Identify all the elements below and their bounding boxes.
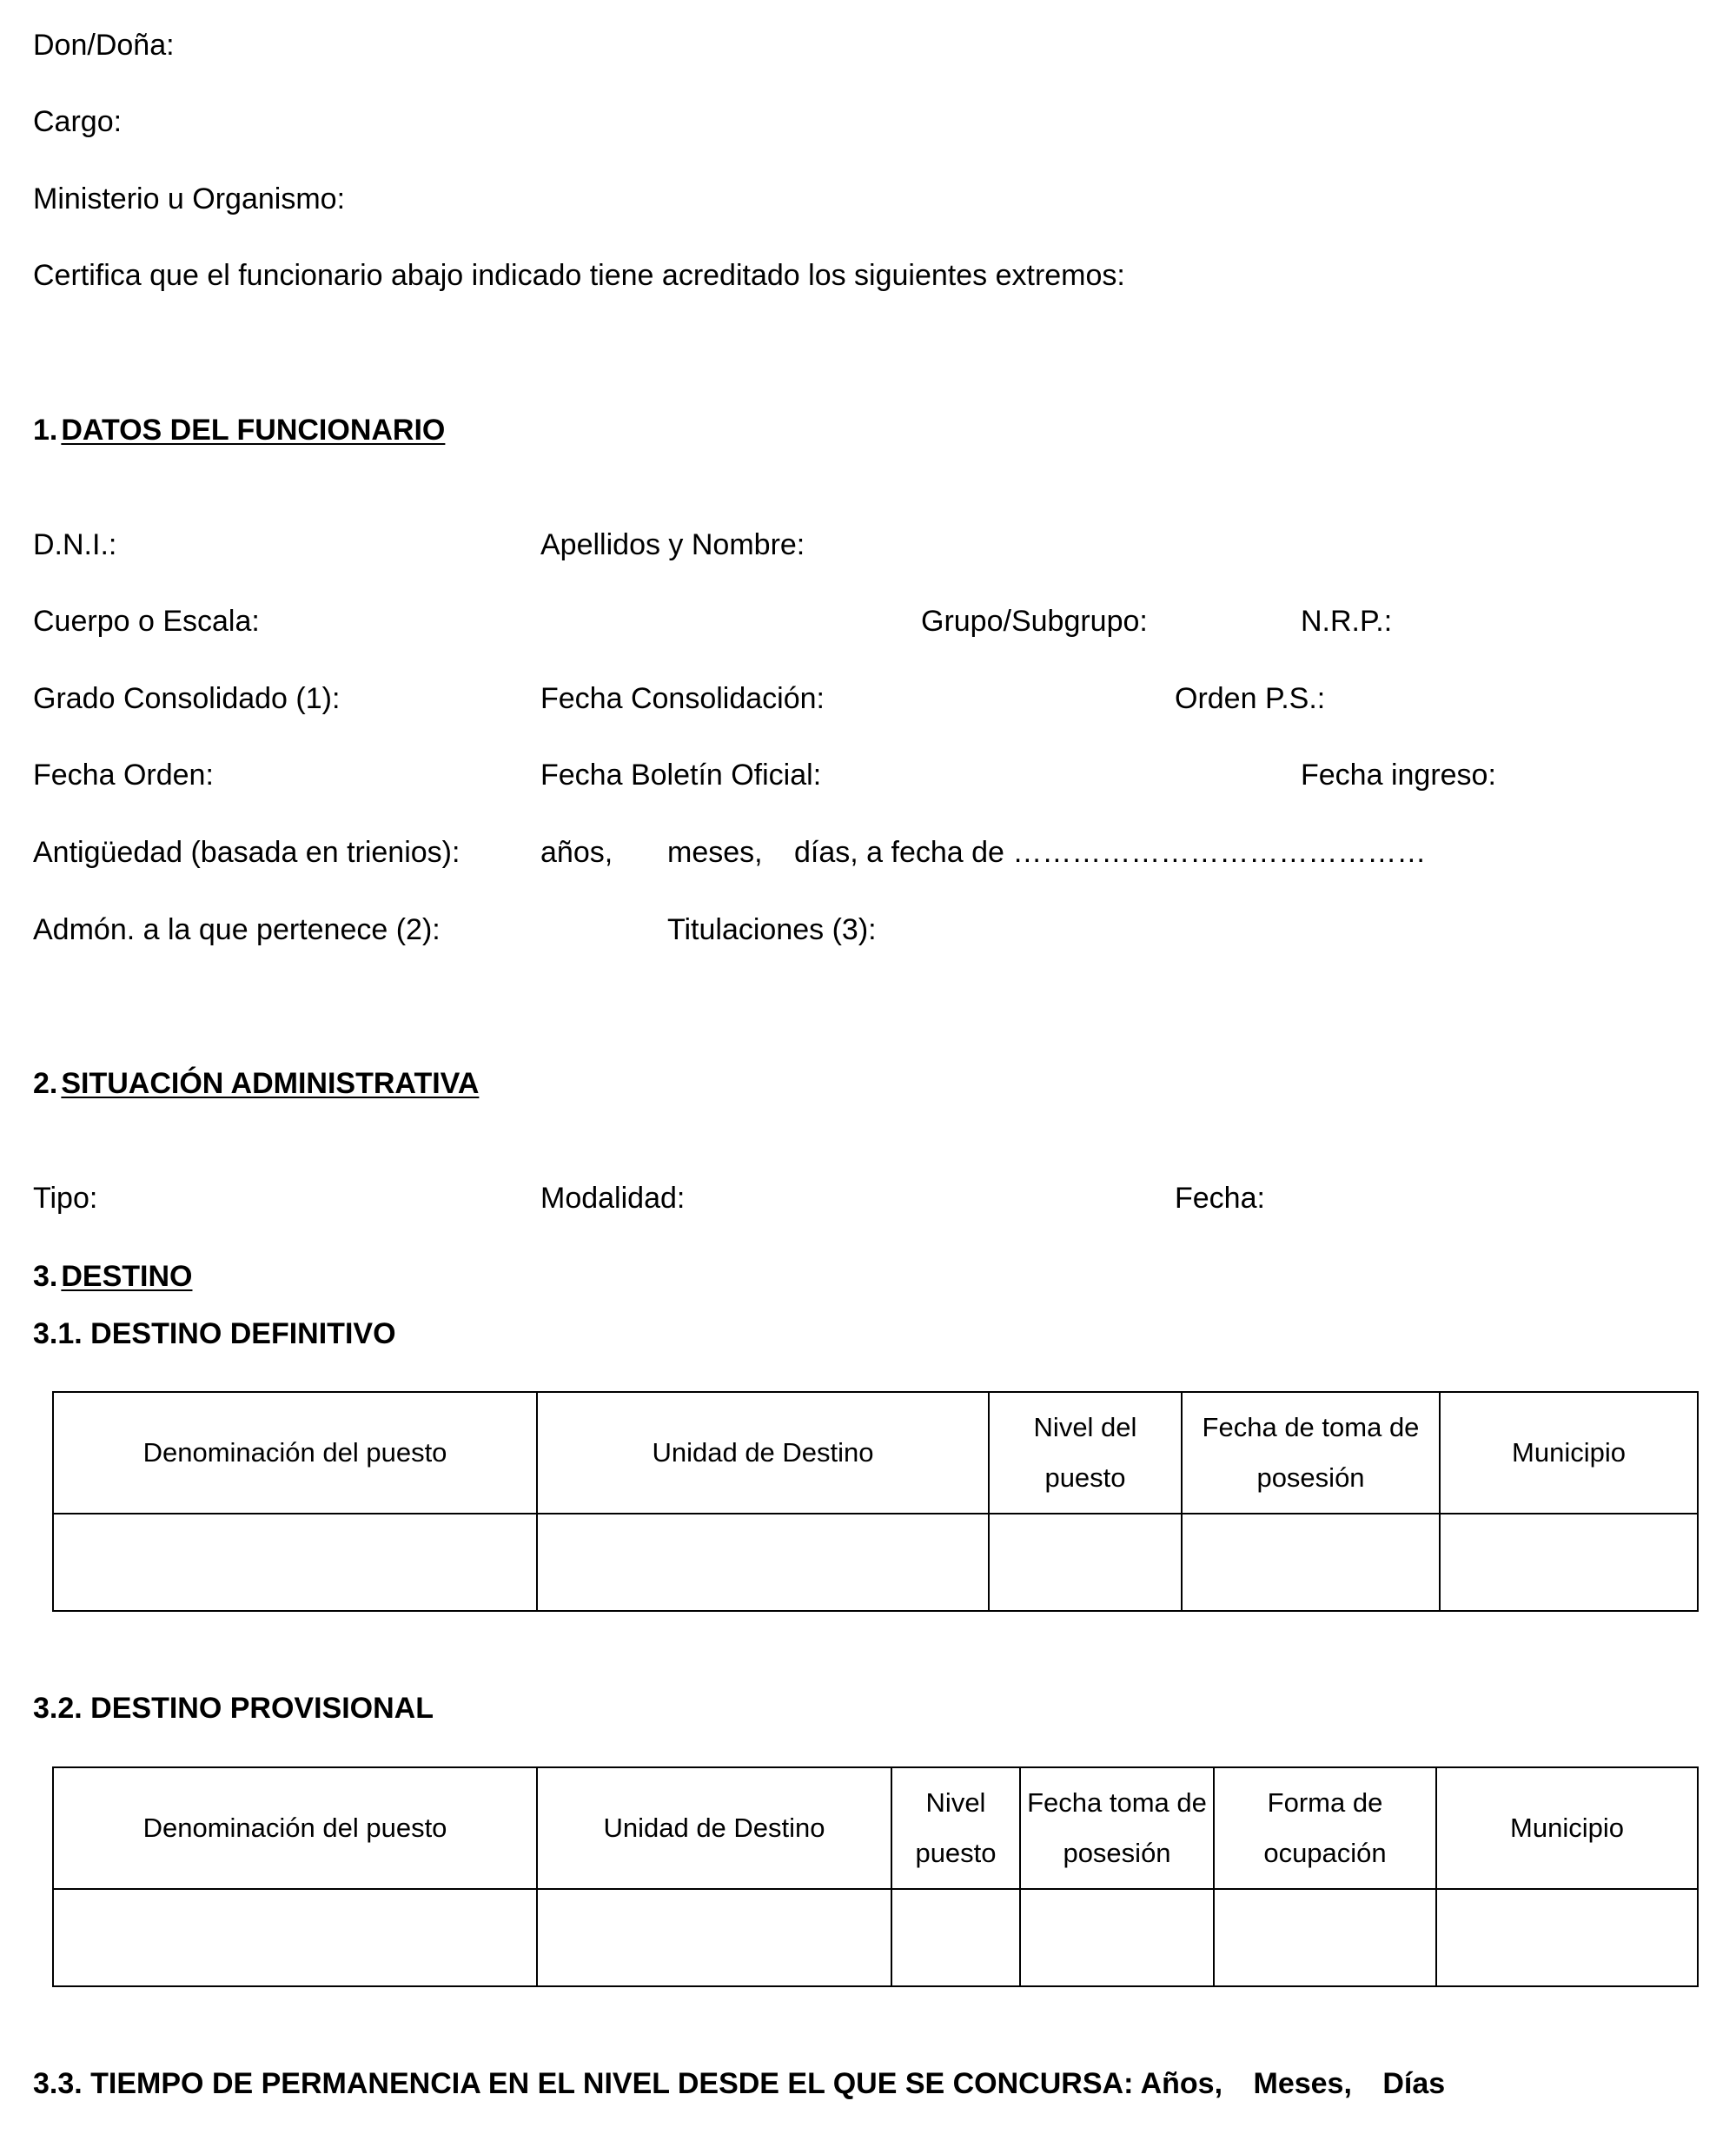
table-cell[interactable] xyxy=(1182,1514,1440,1611)
header-cell: Fecha de toma de posesión xyxy=(1182,1392,1440,1514)
header-cell: Denominación del puesto xyxy=(53,1392,537,1514)
dias-fecha-label: días, a fecha de …………………………………… xyxy=(794,836,1427,869)
header-cell: Denominación del puesto xyxy=(53,1767,537,1889)
table-cell[interactable] xyxy=(1214,1889,1436,1986)
header-cell: Forma de ocupación xyxy=(1214,1767,1436,1889)
section2-number: 2. xyxy=(33,1067,58,1100)
certifica-text: Certifica que el funcionario abajo indicado tiene acreditado los siguientes extremos: xyxy=(33,259,1125,292)
ministerio-label: Ministerio u Organismo: xyxy=(33,182,346,215)
titulaciones-label: Titulaciones (3): xyxy=(667,913,877,946)
orden-ps-label: Orden P.S.: xyxy=(1175,682,1326,715)
antiguedad-label: Antigüedad (basada en trienios): xyxy=(33,836,461,869)
header-cell: Unidad de Destino xyxy=(537,1392,989,1514)
header-cell: Municipio xyxy=(1436,1767,1698,1889)
section2-heading xyxy=(33,1069,479,1098)
grado-label: Grado Consolidado (1): xyxy=(33,682,341,715)
nrp-label: N.R.P.: xyxy=(1301,605,1393,638)
table-cell[interactable] xyxy=(1020,1889,1214,1986)
permanencia-line xyxy=(33,2069,1445,2098)
table-cell[interactable] xyxy=(989,1514,1182,1611)
header-cell: Municipio xyxy=(1440,1392,1698,1514)
meses-label: meses, xyxy=(667,836,763,869)
destino-provisional-table xyxy=(52,1766,1699,1987)
section3-number: 3. xyxy=(33,1260,58,1293)
table-cell[interactable] xyxy=(537,1514,989,1611)
permanencia-anos: Años, xyxy=(1140,2067,1223,2100)
table-row xyxy=(53,1889,1698,1986)
table-cell[interactable] xyxy=(53,1889,537,1986)
table-header-row xyxy=(53,1767,1698,1889)
destino-definitivo-table xyxy=(52,1391,1699,1612)
header-cell: Nivel puesto xyxy=(891,1767,1020,1889)
header-cell: Fecha toma de posesión xyxy=(1020,1767,1214,1889)
fecha-label: Fecha: xyxy=(1175,1182,1265,1215)
table-cell[interactable] xyxy=(537,1889,891,1986)
section2-title: SITUACIÓN ADMINISTRATIVA xyxy=(61,1067,480,1100)
tipo-label: Tipo: xyxy=(33,1182,98,1215)
section1-title: DATOS DEL FUNCIONARIO xyxy=(61,414,446,447)
anos-label: años, xyxy=(540,836,613,869)
table-cell[interactable] xyxy=(1440,1514,1698,1611)
cuerpo-label: Cuerpo o Escala: xyxy=(33,605,260,638)
destino-definitivo-title: 3.1. DESTINO DEFINITIVO xyxy=(33,1317,396,1350)
apellidos-label: Apellidos y Nombre: xyxy=(540,528,805,561)
header-cell: Nivel del puesto xyxy=(989,1392,1182,1514)
permanencia-title: 3.3. TIEMPO DE PERMANENCIA EN EL NIVEL DESDE EL QUE SE CONCURSA: xyxy=(33,2067,1134,2100)
header-cell: Unidad de Destino xyxy=(537,1767,891,1889)
permanencia-dias: Días xyxy=(1382,2067,1446,2100)
permanencia-meses: Meses, xyxy=(1253,2067,1352,2100)
destino-provisional-title: 3.2. DESTINO PROVISIONAL xyxy=(33,1692,434,1725)
cargo-label: Cargo: xyxy=(33,105,123,138)
table-cell[interactable] xyxy=(891,1889,1020,1986)
section1-heading xyxy=(33,415,445,445)
section1-number: 1. xyxy=(33,414,58,447)
fecha-boletin-label: Fecha Boletín Oficial: xyxy=(540,759,822,792)
section3-title: DESTINO xyxy=(61,1260,193,1293)
section3-heading xyxy=(33,1262,192,1291)
fecha-ingreso-label: Fecha ingreso: xyxy=(1301,759,1496,792)
grupo-label: Grupo/Subgrupo: xyxy=(921,605,1148,638)
don-dona-label: Don/Doña: xyxy=(33,29,175,62)
table-header-row xyxy=(53,1392,1698,1514)
modalidad-label: Modalidad: xyxy=(540,1182,686,1215)
table-cell[interactable] xyxy=(1436,1889,1698,1986)
table-row xyxy=(53,1514,1698,1611)
fecha-orden-label: Fecha Orden: xyxy=(33,759,214,792)
dni-label: D.N.I.: xyxy=(33,528,117,561)
fecha-consolidacion-label: Fecha Consolidación: xyxy=(540,682,825,715)
admon-label: Admón. a la que pertenece (2): xyxy=(33,913,441,946)
table-cell[interactable] xyxy=(53,1514,537,1611)
